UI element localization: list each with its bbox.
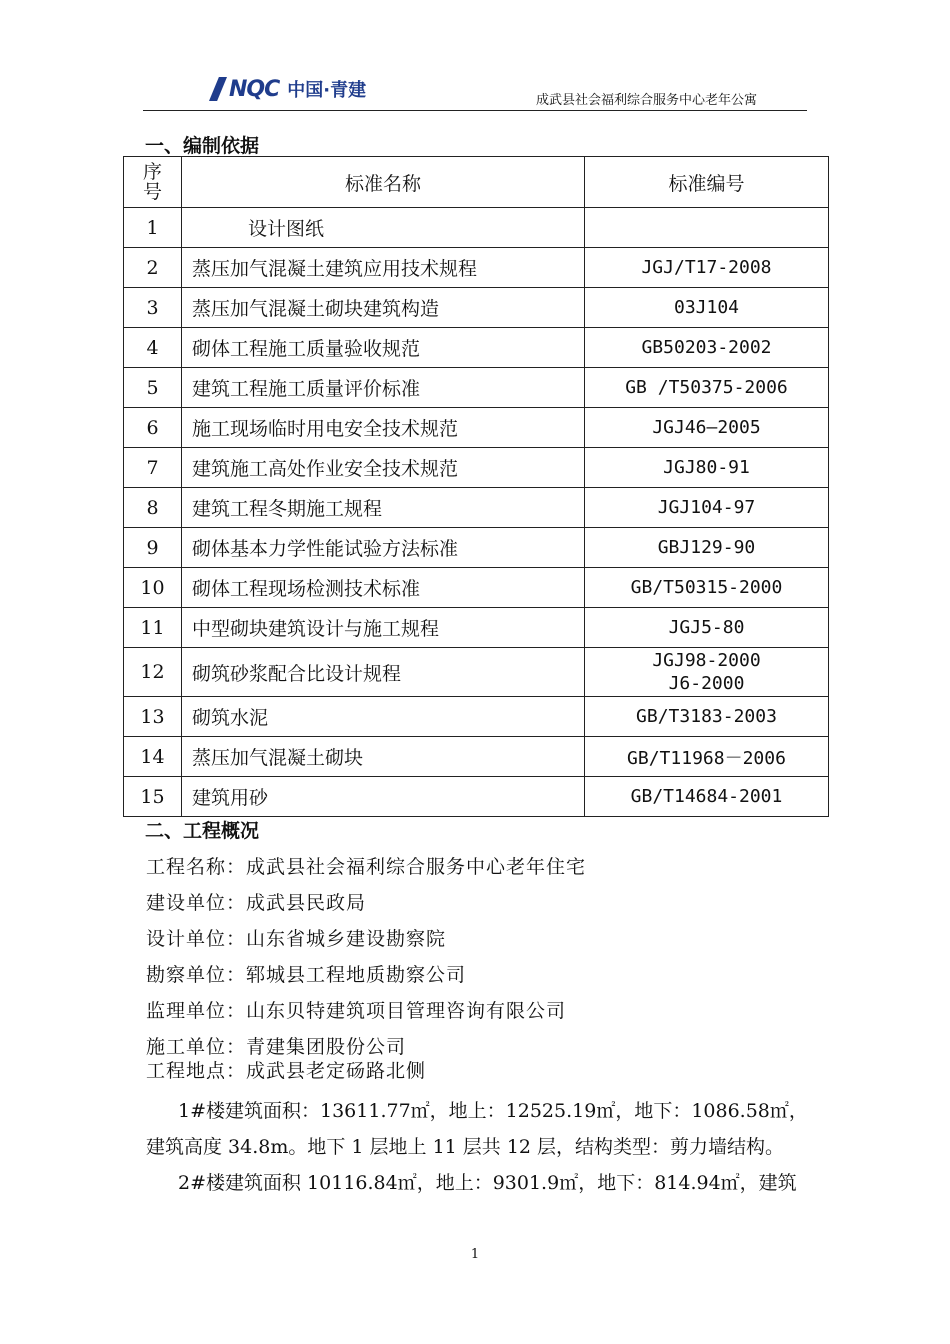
row-code: JGJ46—2005 <box>585 408 829 448</box>
row-name: 建筑施工高处作业安全技术规范 <box>182 448 585 488</box>
row-name: 砌体工程施工质量验收规范 <box>182 328 585 368</box>
table-row <box>124 648 829 697</box>
info-builder: 建设单位：成武县民政局 <box>146 892 367 914</box>
table-header-row <box>124 157 829 208</box>
row-code <box>585 208 829 248</box>
page-number: 1 <box>470 1247 480 1262</box>
row-no: 1 <box>124 208 182 248</box>
header-name: 标准名称 <box>182 157 585 208</box>
page-header <box>143 70 807 111</box>
row-code: GB/T11968－2006 <box>585 737 829 777</box>
row-name: 设计图纸 <box>182 208 585 248</box>
info-surveyor: 勘察单位：郓城县工程地质勘察公司 <box>146 964 467 986</box>
row-code: 03J104 <box>585 288 829 328</box>
table-row <box>124 777 829 817</box>
company-logo <box>209 76 366 102</box>
header-code: 标准编号 <box>585 157 829 208</box>
row-name: 砌筑水泥 <box>182 697 585 737</box>
row-no: 6 <box>124 408 182 448</box>
para-building1-line1: 1#楼建筑面积：13611.77㎡，地上：12525.19㎡，地下：1086.58㎡， <box>178 1100 808 1122</box>
table-row <box>124 408 829 448</box>
row-code: JGJ5-80 <box>585 608 829 648</box>
row-code: JGJ98-2000 J6-2000 <box>585 648 829 697</box>
logo-text-en: NQC <box>229 76 280 102</box>
section-title-basis: 一、编制依据 <box>145 135 260 157</box>
table-row <box>124 697 829 737</box>
table-row <box>124 208 829 248</box>
row-no: 11 <box>124 608 182 648</box>
info-designer: 设计单位：山东省城乡建设勘察院 <box>146 928 447 950</box>
info-contractor: 施工单位：青建集团股份公司 <box>146 1036 407 1058</box>
row-code: JGJ104-97 <box>585 488 829 528</box>
header-seq <box>124 157 182 208</box>
row-no: 5 <box>124 368 182 408</box>
table-row <box>124 568 829 608</box>
row-name: 蒸压加气混凝土砌块 <box>182 737 585 777</box>
header-seq-line1: 序 <box>142 161 162 183</box>
row-name: 蒸压加气混凝土建筑应用技术规程 <box>182 248 585 288</box>
table-row <box>124 248 829 288</box>
row-name: 施工现场临时用电安全技术规范 <box>182 408 585 448</box>
row-no: 15 <box>124 777 182 817</box>
table-row <box>124 488 829 528</box>
row-code: GB /T50375-2006 <box>585 368 829 408</box>
row-name: 建筑工程冬期施工规程 <box>182 488 585 528</box>
section-title-overview: 二、工程概况 <box>145 820 260 842</box>
table-row <box>124 448 829 488</box>
row-name: 建筑工程施工质量评价标准 <box>182 368 585 408</box>
row-no: 14 <box>124 737 182 777</box>
header-project-name: 成武县社会福利综合服务中心老年公寓 <box>535 93 757 108</box>
row-name: 砌体基本力学性能试验方法标准 <box>182 528 585 568</box>
standards-table <box>123 156 829 817</box>
row-no: 7 <box>124 448 182 488</box>
row-code: JGJ80-91 <box>585 448 829 488</box>
table-row <box>124 368 829 408</box>
row-no: 12 <box>124 648 182 697</box>
table-row <box>124 737 829 777</box>
info-supervisor: 监理单位：山东贝特建筑项目管理咨询有限公司 <box>146 1000 567 1022</box>
table-row <box>124 288 829 328</box>
row-code: JGJ/T17-2008 <box>585 248 829 288</box>
row-name: 中型砌块建筑设计与施工规程 <box>182 608 585 648</box>
row-code: GB50203-2002 <box>585 328 829 368</box>
row-name: 建筑用砂 <box>182 777 585 817</box>
row-no: 9 <box>124 528 182 568</box>
info-project-name: 工程名称：成武县社会福利综合服务中心老年住宅 <box>146 856 587 878</box>
row-code: GB/T50315-2000 <box>585 568 829 608</box>
logo-mark-icon <box>209 77 227 101</box>
para-building2-line1: 2#楼建筑面积 10116.84㎡，地上：9301.9㎡，地下：814.94㎡，建筑 <box>178 1172 797 1194</box>
row-name: 砌体工程现场检测技术标准 <box>182 568 585 608</box>
row-name: 蒸压加气混凝土砌块建筑构造 <box>182 288 585 328</box>
row-no: 8 <box>124 488 182 528</box>
row-code: GB/T14684-2001 <box>585 777 829 817</box>
logo-text-cn: 中国·青建 <box>287 80 367 101</box>
row-code: GB/T3183-2003 <box>585 697 829 737</box>
row-no: 3 <box>124 288 182 328</box>
row-code: GBJ129-90 <box>585 528 829 568</box>
row-name: 砌筑砂浆配合比设计规程 <box>182 648 585 697</box>
table-row <box>124 608 829 648</box>
table-row <box>124 328 829 368</box>
header-seq-line2: 号 <box>142 181 162 203</box>
row-no: 13 <box>124 697 182 737</box>
table-row <box>124 528 829 568</box>
row-no: 4 <box>124 328 182 368</box>
info-location: 工程地点：成武县老定砀路北侧 <box>146 1060 427 1082</box>
row-no: 10 <box>124 568 182 608</box>
para-building1-line2: 建筑高度 34.8m。地下 1 层地上 11 层共 12 层，结构类型：剪力墙结构。 <box>146 1136 785 1158</box>
row-no: 2 <box>124 248 182 288</box>
